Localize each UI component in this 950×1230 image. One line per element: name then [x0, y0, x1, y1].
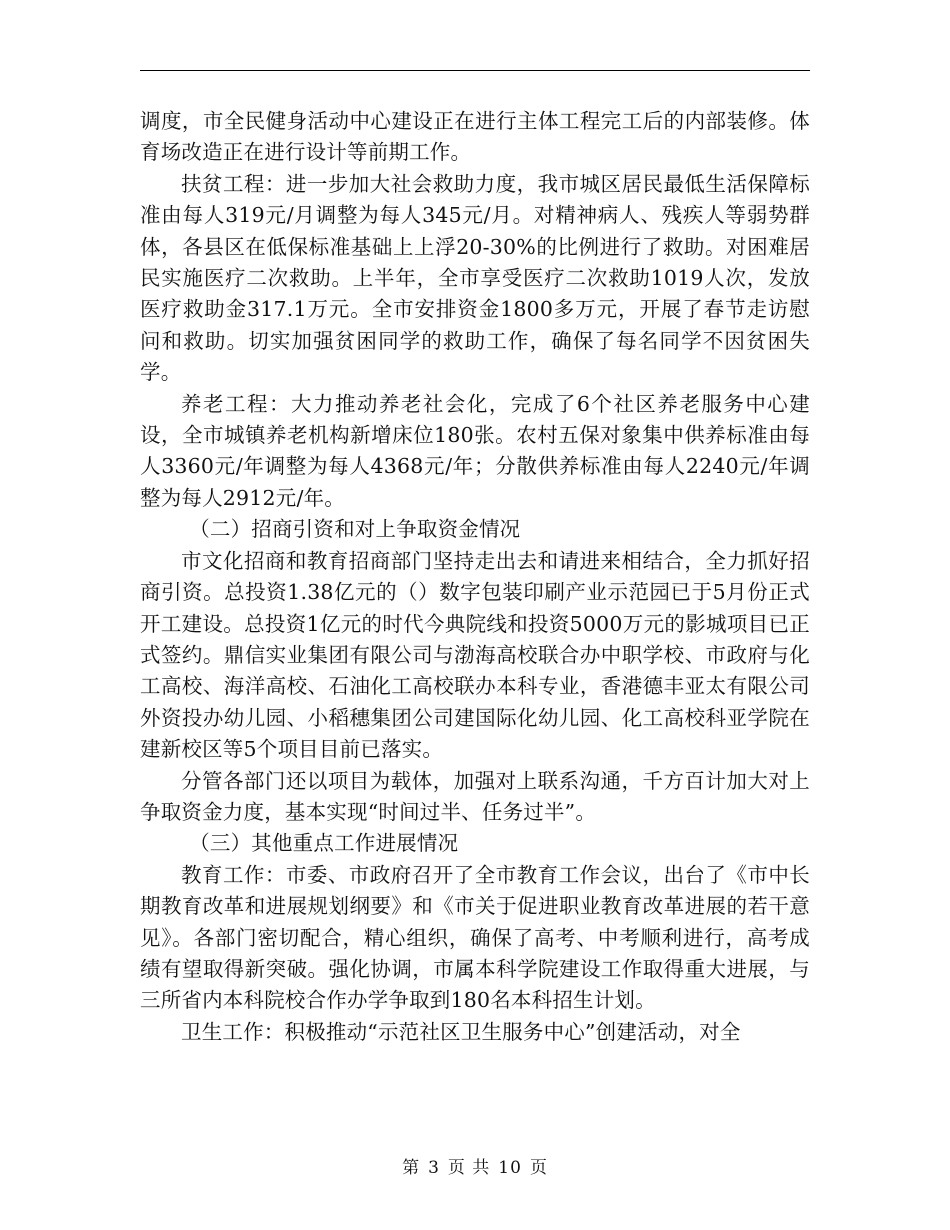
footer-suffix: 页	[529, 1158, 548, 1178]
paragraph-continuation: 调度，市全民健身活动中心建设正在进行主体工程完工后的内部装修。体育场改造正在进行设计等前期工作。	[140, 109, 810, 165]
footer-prefix: 第	[402, 1158, 421, 1178]
section-heading-other-work: （三）其他重点工作进展情况	[189, 831, 459, 856]
paragraph-health: 卫生工作：积极推动“示范社区卫生服务中心”创建活动，对全	[181, 1019, 741, 1044]
paragraph-funding: 分管各部门还以项目为载体，加强对上联系沟通，千方百计加大对上争取资金力度，基本实现“时间过半、任务过半”。	[140, 768, 810, 824]
section-heading-investment: （二）招商引资和对上争取资金情况	[189, 517, 521, 542]
paragraph-education: 教育工作：市委、市政府召开了全市教育工作会议，出台了《市中长期教育改革和进展规划纲要》和《市关于促进职业教育改革进展的若干意见》。各部门密切配合，精心组织，确保了高考、中考顺利进行，高考成绩有望取得新突破。强化协调，市属本科学院建设工作取得重大进展，与三所省内本科院校合作办学争取到180名本科招生计划。	[140, 862, 810, 1013]
paragraph-elderly-care: 养老工程：大力推动养老社会化，完成了6个社区养老服务中心建设，全市城镇养老机构新增床位180张。农村五保对象集中供养标准由每人3360元/年调整为每人4368元/年；分散供养标准由每人2240元/年调整为每人2912元/年。	[140, 391, 810, 510]
page-number: 3	[428, 1158, 440, 1178]
paragraph-investment: 市文化招商和教育招商部门坚持走出去和请进来相结合，全力抓好招商引资。总投资1.38亿元的（）数字包装印刷产业示范园已于5月份正式开工建设。总投资1亿元的时代今典院线和投资5000万元的影城项目已正式签约。鼎信实业集团有限公司与渤海高校联合办中职学校、市政府与化工高校、海洋高校、石油化工高校联办本科专业，香港德丰亚太有限公司外资投办幼儿园、小稻穗集团公司建国际化幼儿园、化工高校科亚学院在建新校区等5个项目目前已落实。	[140, 548, 810, 762]
header-rule	[140, 70, 810, 71]
footer-mid: 页 共	[447, 1158, 491, 1178]
document-body	[140, 106, 810, 1048]
paragraph-poverty-relief: 扶贫工程：进一步加大社会救助力度，我市城区居民最低生活保障标准由每人319元/月调整为每人345元/月。对精神病人、残疾人等弱势群体，各县区在低保标准基础上上浮20-30%的比例进行了救助。对困难居民实施医疗二次救助。上半年，全市享受医疗二次救助1019人次，发放医疗救助金317.1万元。全市安排资金1800多万元，开展了春节走访慰问和救助。切实加强贫困同学的救助工作，确保了每名同学不因贫困失学。	[140, 171, 810, 385]
page-footer	[0, 1153, 950, 1178]
page-total: 10	[498, 1158, 522, 1178]
